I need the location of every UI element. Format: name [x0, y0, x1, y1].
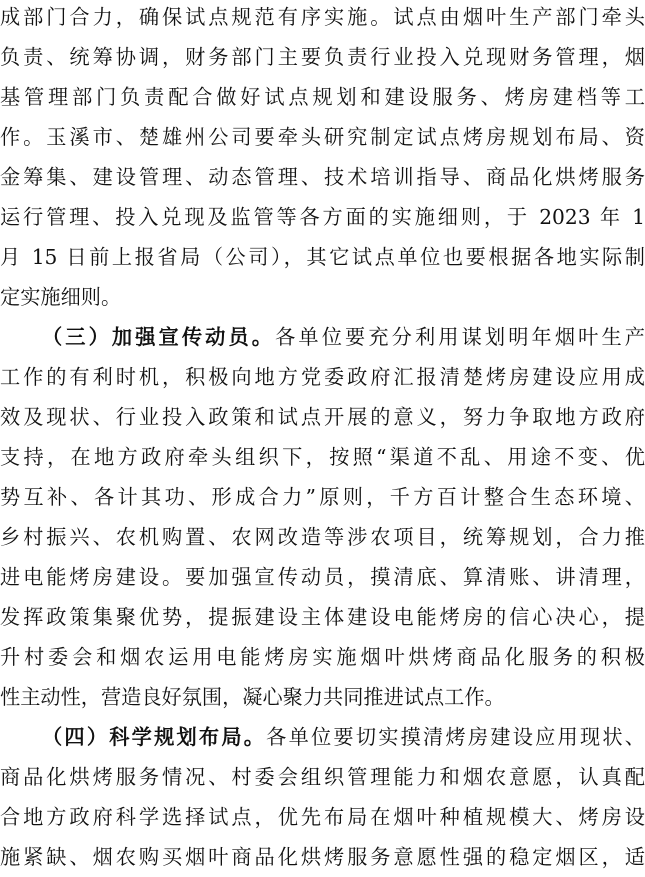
- paragraph-line: 工作的有利时机，积极向地方党委政府汇报清楚烤房建设应用成: [0, 365, 645, 389]
- paragraph-line: 商品化烘烤服务情况、村委会组织管理能力和烟农意愿，认真配: [0, 765, 645, 789]
- section-4-first-line: [42, 717, 645, 757]
- paragraph-line: 进电能烤房建设。要加强宣传动员，摸清底、算清账、讲清理，: [0, 565, 645, 589]
- paragraph-line: 施紧缺、烟农购买烟叶商品化烘烤服务意愿性强的稳定烟区，适: [0, 845, 645, 869]
- paragraph-line: 月 15 日前上报省局（公司），其它试点单位也要根据各地实际制: [0, 245, 645, 269]
- paragraph-line: 成部门合力，确保试点规范有序实施。试点由烟叶生产部门牵头: [0, 5, 645, 29]
- paragraph-line: 运行管理、投入兑现及监管等各方面的实施细则，于 2023 年 1: [0, 205, 645, 229]
- section-3-heading: （三）加强宣传动员。: [42, 325, 276, 349]
- paragraph-line: 基管理部门负责配合做好试点规划和建设服务、烤房建档等工: [0, 85, 645, 109]
- paragraph-line: 乡村振兴、农机购置、农网改造等涉农项目，统筹规划，合力推: [0, 525, 645, 549]
- section-4-heading: （四）科学规划布局。: [42, 725, 267, 749]
- section-4-first-line-text: 各单位要切实摸清烤房建设应用现状、: [266, 725, 645, 749]
- paragraph-line: 金筹集、建设管理、动态管理、技术培训指导、商品化烘烤服务: [0, 165, 645, 189]
- section-3-first-line-text: 各单位要充分利用谋划明年烟叶生产: [275, 325, 645, 349]
- section-3-first-line: [42, 317, 645, 357]
- paragraph-line: 作。玉溪市、楚雄州公司要牵头研究制定试点烤房规划布局、资: [0, 125, 645, 149]
- paragraph-line: 负责、统筹协调，财务部门主要负责行业投入兑现财务管理，烟: [0, 45, 645, 69]
- paragraph-line: 势互补、各计其功、形成合力”原则，千方百计整合生态环境、: [0, 485, 645, 509]
- paragraph-line: 定实施细则。: [0, 285, 122, 309]
- paragraph-line: 发挥政策集聚优势，提振建设主体建设电能烤房的信心决心，提: [0, 605, 645, 629]
- paragraph-line: 升村委会和烟农运用电能烤房实施烟叶烘烤商品化服务的积极: [0, 645, 645, 669]
- paragraph-line: 效及现状、行业投入政策和试点开展的意义，努力争取地方政府: [0, 405, 645, 429]
- paragraph-line: 性主动性，营造良好氛围，凝心聚力共同推进试点工作。: [0, 685, 505, 709]
- paragraph-line: 支持，在地方政府牵头组织下，按照“渠道不乱、用途不变、优: [0, 445, 645, 469]
- paragraph-line: 合地方政府科学选择试点，优先布局在烟叶种植规模大、烤房设: [0, 805, 645, 829]
